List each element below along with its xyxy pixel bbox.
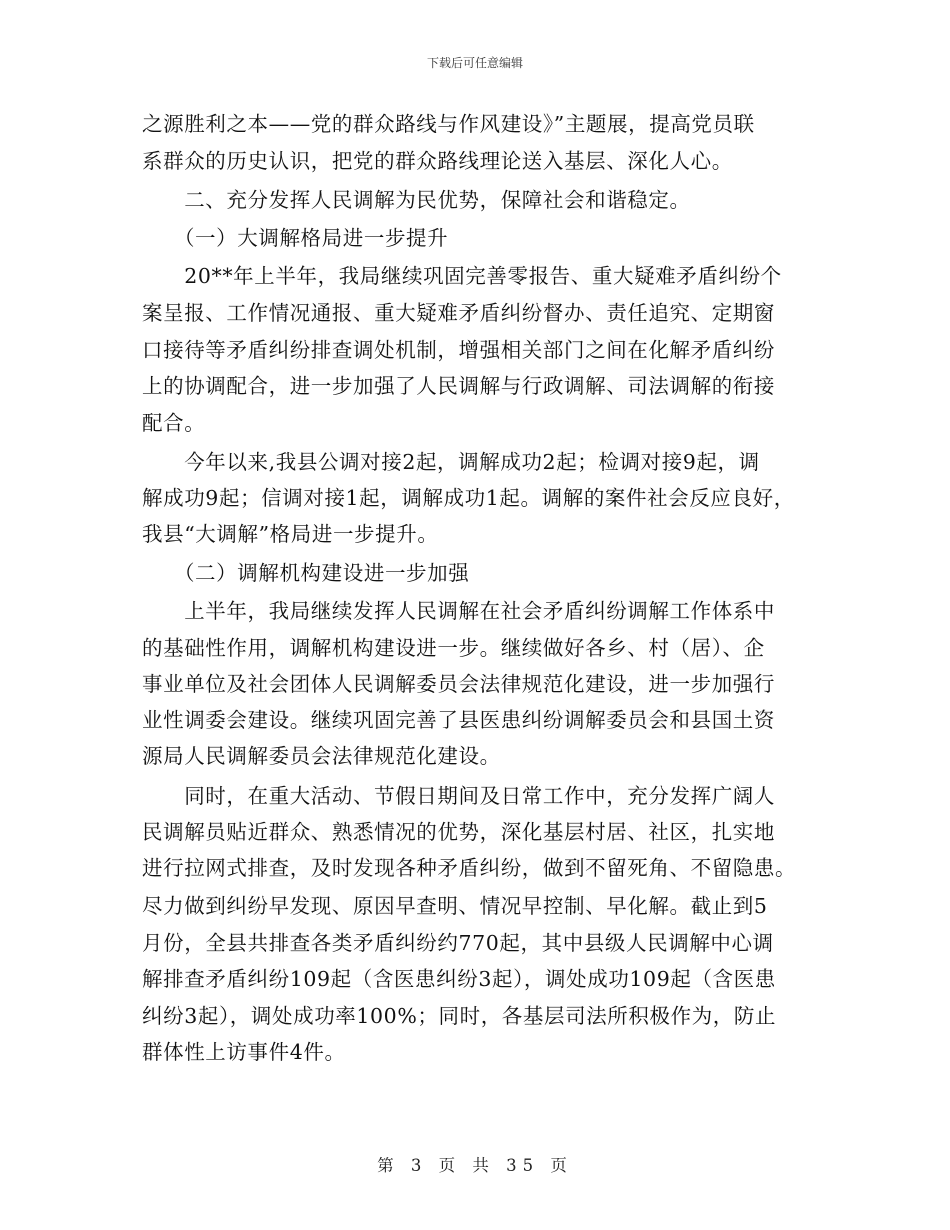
- text-line: 我县“大调解”格局进一步提升。: [142, 522, 439, 546]
- text-line: 上半年，我局继续发挥人民调解在社会矛盾纠纷调解工作体系中: [142, 599, 775, 623]
- text-line: 的基础性作用，调解机构建设进一步。继续做好各乡、村（居）、企: [142, 636, 765, 660]
- text-line: 业性调委会建设。继续巩固完善了县医患纠纷调解委员会和县国土资: [142, 708, 775, 732]
- text-line: 案呈报、工作情况通报、重大疑难矛盾纠纷督办、责任追究、定期窗: [142, 301, 775, 325]
- text-line: 进行拉网式排查，及时发现各种矛盾纠纷，做到不留死角、不留隐患。: [142, 856, 797, 880]
- text-line: 口接待等矛盾纠纷排查调处机制，增强相关部门之间在化解矛盾纠纷: [142, 338, 775, 362]
- text-line: 群体性上访事件4件。: [142, 1040, 346, 1064]
- text-line: 今年以来,我县公调对接2起，调解成功2起；检调对接9起，调: [142, 450, 760, 474]
- text-line: 源局人民调解委员会法律规范化建设。: [142, 744, 501, 768]
- text-line: 解排查矛盾纠纷109起（含医患纠纷3起），调处成功109起（含医患: [142, 967, 776, 991]
- text-line: 之源胜利之本——党的群众路线与作风建设》”主题展，提高党员联: [142, 112, 755, 136]
- text-line: 解成功9起；信调对接1起，调解成功1起。调解的案件社会反应良好，: [142, 486, 795, 510]
- text-line: 20**年上半年，我局继续巩固完善零报告、重大疑难矛盾纠纷个: [142, 264, 782, 288]
- subsection-heading: （二）调解机构建设进一步加强: [142, 561, 470, 585]
- text-line: 月份，全县共排查各类矛盾纠纷约770起，其中县级人民调解中心调: [142, 931, 774, 955]
- text-line: 事业单位及社会团体人民调解委员会法律规范化建设，进一步加强行: [142, 672, 775, 696]
- subsection-heading: （一）大调解格局进一步提升: [142, 226, 449, 250]
- text-line: 尽力做到纠纷早发现、原因早查明、情况早控制、早化解。截止到5: [142, 894, 768, 918]
- section-heading: 二、充分发挥人民调解为民优势，保障社会和谐稳定。: [142, 188, 691, 212]
- text-line: 上的协调配合，进一步加强了人民调解与行政调解、司法调解的衔接: [142, 374, 775, 398]
- text-line: 民调解员贴近群众、熟悉情况的优势，深化基层村居、社区，扎实地: [142, 820, 775, 844]
- page-number-footer: 第 3 页 共 35 页: [377, 1156, 573, 1175]
- text-line: 纠纷3起），调处成功率100%；同时，各基层司法所积极作为，防止: [142, 1004, 777, 1028]
- page-header: 下载后可任意编辑: [426, 56, 523, 70]
- text-line: 同时，在重大活动、节假日期间及日常工作中，充分发挥广阔人: [142, 784, 775, 808]
- text-line: 配合。: [142, 411, 206, 435]
- text-line: 系群众的历史认识，把党的群众路线理论送入基层、深化人心。: [142, 149, 733, 173]
